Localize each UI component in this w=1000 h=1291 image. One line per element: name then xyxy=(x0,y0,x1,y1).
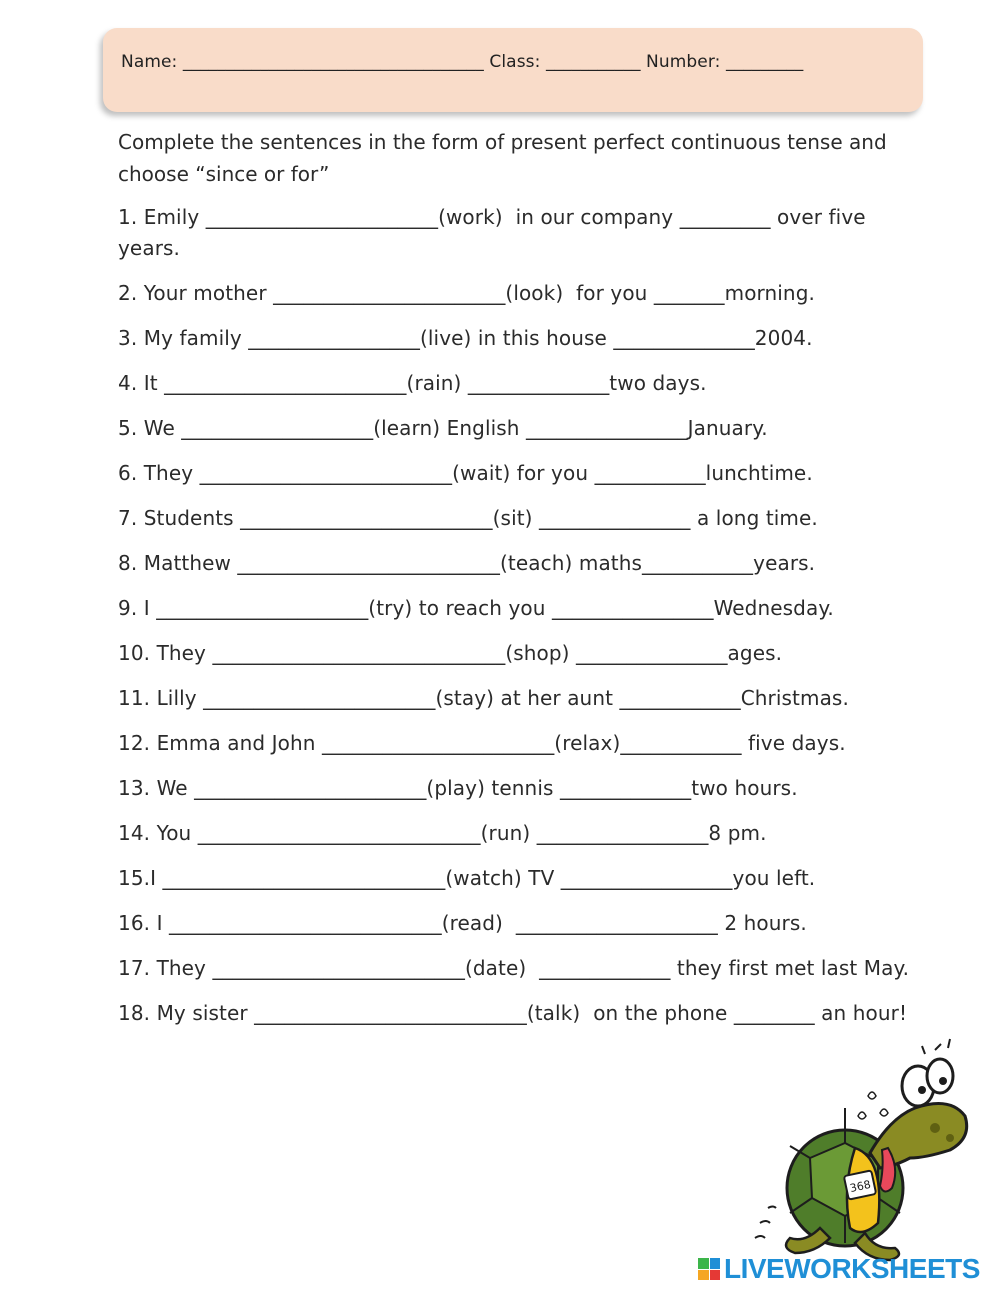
race-bib-number: 368 xyxy=(848,1177,872,1196)
sentence-11[interactable]: 11. Lilly _______________________(stay) at her aunt ____________Christmas. xyxy=(118,686,849,710)
sentence-list xyxy=(118,202,918,1043)
sentence-17[interactable]: 17. They _________________________(date) _____________ they first met last May. xyxy=(118,956,910,980)
sentence-8[interactable]: 8. Matthew __________________________(teach) maths___________years. xyxy=(118,551,816,575)
pupil xyxy=(918,1086,926,1094)
sweat-drops xyxy=(858,1092,888,1119)
pupil xyxy=(939,1077,947,1085)
sentence-10[interactable]: 10. They _____________________________(shop) _______________ages. xyxy=(118,641,783,665)
turtle-eye xyxy=(927,1059,953,1093)
head-spot xyxy=(930,1123,940,1133)
student-info-line: Name: ___________________________________ Class: ___________ Number: _________ xyxy=(121,52,804,72)
sentence-16[interactable]: 16. I ___________________________(read) ____________________ 2 hours. xyxy=(118,911,807,935)
sentence-13[interactable]: 13. We _______________________(play) tennis _____________two hours. xyxy=(118,776,798,800)
sentence-5[interactable]: 5. We ___________________(learn) English ________________January. xyxy=(118,416,768,440)
motion-lines xyxy=(922,1039,950,1054)
logo-icon xyxy=(698,1258,720,1280)
student-info-box xyxy=(103,28,923,112)
sentence-15[interactable]: 15.I ____________________________(watch) TV _________________you left. xyxy=(118,866,816,890)
liveworksheets-logo xyxy=(698,1252,980,1286)
sentence-14[interactable]: 14. You ____________________________(run) _________________8 pm. xyxy=(118,821,767,845)
head-spot xyxy=(946,1134,954,1142)
logo-text: LIVEWORKSHEETS xyxy=(724,1253,980,1284)
sentence-9[interactable]: 9. I _____________________(try) to reach you ________________Wednesday. xyxy=(118,596,834,620)
sentence-18[interactable]: 18. My sister ___________________________(talk) on the phone ________ an hour! xyxy=(118,1001,908,1025)
sentence-4[interactable]: 4. It ________________________(rain) ______________two days. xyxy=(118,371,707,395)
sentence-2[interactable]: 2. Your mother _______________________(look) for you _______morning. xyxy=(118,281,815,305)
sentence-1[interactable]: 1. Emily _______________________(work) in our company _________ over five years. xyxy=(118,205,873,260)
instructions: Complete the sentences in the form of present perfect continuous tense and choose “since or for” xyxy=(118,130,887,186)
sentence-3[interactable]: 3. My family _________________(live) in this house ______________2004. xyxy=(118,326,813,350)
dust-puffs xyxy=(755,1207,776,1239)
sentence-12[interactable]: 12. Emma and John _______________________(relax)____________ five days. xyxy=(118,731,846,755)
running-turtle-illustration xyxy=(750,1038,970,1263)
sentence-7[interactable]: 7. Students _________________________(sit) _______________ a long time. xyxy=(118,506,818,530)
sentence-6[interactable]: 6. They _________________________(wait) for you ___________lunchtime. xyxy=(118,461,813,485)
